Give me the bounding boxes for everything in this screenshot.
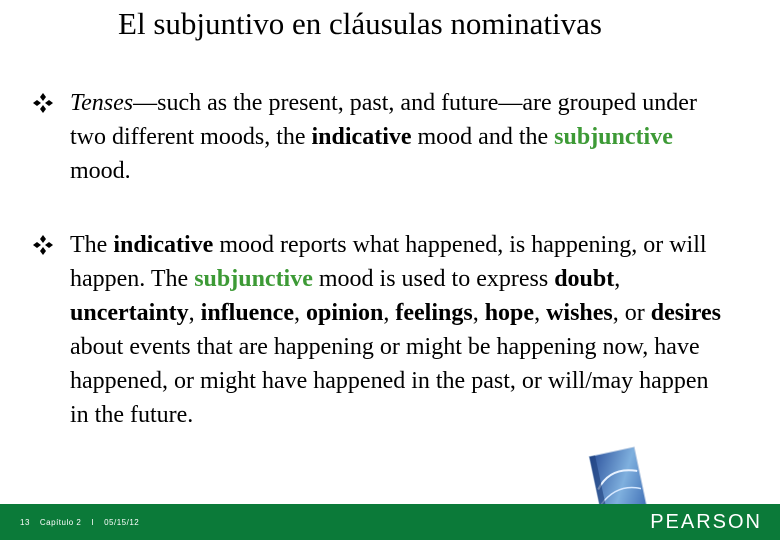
term-indicative: indicative — [311, 124, 412, 150]
text-span: mood. — [70, 158, 131, 184]
text-span: , or — [612, 300, 651, 326]
text-span: , — [614, 266, 621, 292]
footer-divider: I — [91, 518, 95, 527]
diamond-cluster-icon — [32, 92, 54, 114]
slide-title: El subjuntivo en cláusulas nominativas — [118, 6, 602, 41]
text-span: about events that are happening or might be happening now, have happened, or might have happened in the past, or will/may happen in the future. — [70, 334, 709, 428]
term-wishes: wishes — [546, 300, 613, 326]
bullet-text — [32, 86, 732, 188]
term-indicative: indicative — [113, 232, 214, 258]
text-span: The — [70, 232, 114, 258]
diamond-cluster-icon — [32, 234, 54, 256]
text-span: , — [293, 300, 306, 326]
bullet-item-moods — [32, 228, 732, 432]
text-span: mood reports what happened, is happening, or will happen. The — [70, 232, 707, 292]
term-hope: hope — [484, 300, 535, 326]
text-span: , — [188, 300, 201, 326]
term-feelings: feelings — [395, 300, 473, 326]
text-span: , — [472, 300, 485, 326]
footer-bar — [0, 504, 780, 540]
text-span: mood is used to express — [312, 266, 555, 292]
term-subjunctive: subjunctive — [194, 266, 313, 292]
term-desires: desires — [650, 300, 721, 326]
chapter-label: Capítulo 2 — [39, 518, 82, 527]
term-influence: influence — [200, 300, 294, 326]
term-doubt: doubt — [554, 266, 615, 292]
footer-info — [20, 518, 139, 527]
text-span: —such as the present, past, and future—are grouped under two different moods, the — [70, 90, 697, 150]
term-subjunctive: subjunctive — [554, 124, 673, 150]
text-span: , — [383, 300, 396, 326]
text-span: mood and the — [411, 124, 555, 150]
page-number: 13 — [20, 518, 30, 527]
bullet-item-tenses — [32, 86, 732, 188]
pearson-logo: PEARSON — [650, 511, 762, 533]
footer-date: 05/15/12 — [104, 518, 140, 527]
term-tenses: Tenses — [70, 90, 134, 116]
term-uncertainty: uncertainty — [70, 300, 189, 326]
term-opinion: opinion — [305, 300, 384, 326]
bullet-text — [32, 228, 732, 432]
text-span: , — [534, 300, 547, 326]
